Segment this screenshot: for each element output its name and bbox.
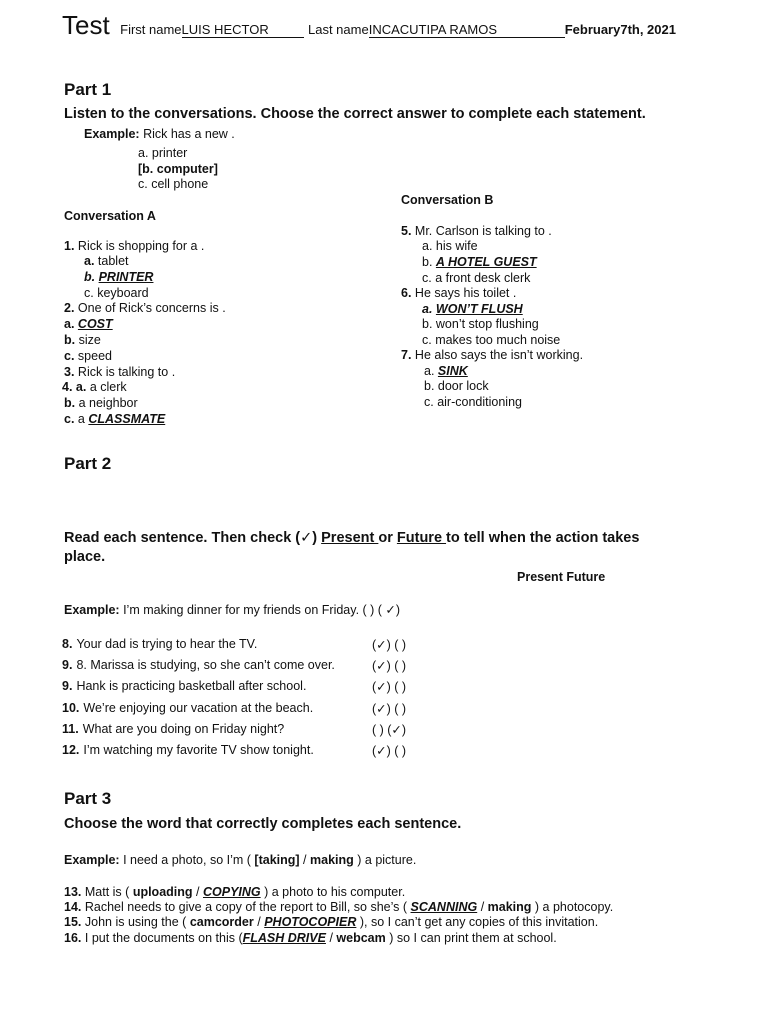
q7-option-b: b. door lock bbox=[424, 379, 489, 393]
q15-pre: John is using the ( bbox=[84, 915, 187, 929]
part1-heading: Part 1 bbox=[64, 80, 112, 99]
q3 bbox=[64, 365, 175, 379]
part2-instr-1: Read each sentence. Then check (✓) bbox=[64, 530, 322, 546]
q14-mid: / bbox=[480, 900, 485, 914]
q16-opt2: webcam bbox=[336, 931, 386, 945]
q2 bbox=[64, 301, 226, 315]
q3-text: Rick is talking to . bbox=[77, 365, 176, 379]
q2-num: 2. bbox=[64, 301, 75, 315]
part2-item-checkmarks: (✓) ( ) bbox=[372, 744, 407, 758]
q4-option-b bbox=[64, 396, 138, 410]
part2-item-num: 9. bbox=[62, 679, 73, 694]
part2-heading: Part 2 bbox=[64, 454, 112, 473]
q15-mid: / bbox=[257, 915, 261, 929]
part2-example bbox=[64, 602, 400, 617]
part2-item bbox=[62, 679, 306, 693]
q13-mid: / bbox=[196, 885, 200, 899]
test-title: Test bbox=[62, 10, 110, 40]
part3-example-label: Example: bbox=[64, 853, 120, 867]
q5-option-c: c. a front desk clerk bbox=[422, 271, 531, 285]
q6-text: He says his toilet . bbox=[414, 286, 517, 300]
q4-option-c bbox=[64, 412, 165, 426]
q4-b-text: a neighbor bbox=[78, 396, 138, 410]
part2-item bbox=[62, 743, 314, 757]
part2-item-checkmarks: (✓) ( ) bbox=[372, 638, 407, 652]
part2-item bbox=[62, 722, 284, 736]
q4-option-a bbox=[62, 380, 127, 394]
q14-pre: Rachel needs to give a copy of the report to Bill, so she’s ( bbox=[84, 900, 408, 914]
q5-num: 5. bbox=[401, 224, 412, 238]
q5-b-letter: b. bbox=[422, 255, 433, 269]
example-option-c: c. cell phone bbox=[138, 177, 209, 191]
q1-a-text: tablet bbox=[97, 254, 129, 268]
last-name-label: Last name bbox=[308, 22, 369, 37]
q1-option-a bbox=[84, 254, 129, 268]
q2-option-c bbox=[64, 349, 112, 363]
part3-heading: Part 3 bbox=[64, 789, 112, 808]
date: February7th, 2021 bbox=[564, 22, 676, 37]
part3-example-post: ) a picture. bbox=[357, 853, 417, 867]
q13-answer: COPYING bbox=[202, 885, 261, 899]
q2-option-a bbox=[64, 317, 113, 331]
part2-item-num: 12. bbox=[62, 743, 80, 757]
part3-example-mid: / bbox=[303, 853, 307, 867]
part2-instr-or: or bbox=[378, 530, 397, 546]
q15-opt1: camcorder bbox=[189, 915, 254, 929]
q1-a-letter: a. bbox=[84, 254, 95, 268]
q7-option-c: c. air-conditioning bbox=[424, 395, 522, 409]
part2-item-num: 9. bbox=[62, 658, 73, 673]
part3-example-pre: I need a photo, so I’m ( bbox=[123, 853, 251, 867]
first-name-value: LUIS HECTOR bbox=[182, 22, 304, 38]
q7-a-letter: a. bbox=[424, 364, 435, 378]
part2-item-text: 8. Marissa is studying, so she can’t come over. bbox=[76, 658, 335, 673]
q13-pre: Matt is ( bbox=[84, 885, 130, 899]
first-name-label: First name bbox=[120, 22, 182, 37]
q14-post: ) a photocopy. bbox=[534, 900, 614, 914]
last-name-value: INCACUTIPA RAMOS bbox=[369, 22, 565, 38]
part2-item-num: 8. bbox=[62, 637, 73, 651]
q3-num: 3. bbox=[64, 365, 75, 379]
part2-instr-2: to tell when the action takes bbox=[446, 530, 640, 546]
q1-num: 1. bbox=[64, 239, 75, 253]
part2-item bbox=[62, 637, 257, 651]
q6-num: 6. bbox=[401, 286, 412, 300]
part2-item-text: I’m watching my favorite TV show tonight. bbox=[83, 743, 314, 757]
header bbox=[62, 10, 676, 41]
q1-text: Rick is shopping for a . bbox=[77, 239, 205, 253]
example-option-a: a. printer bbox=[138, 146, 188, 160]
part2-example-label: Example: bbox=[64, 603, 120, 617]
part2-instructions bbox=[64, 530, 639, 546]
part2-item-text: We’re enjoying our vacation at the beach. bbox=[83, 700, 314, 715]
q1-b-answer: PRINTER bbox=[98, 270, 154, 284]
q1-option-c: c. keyboard bbox=[84, 286, 149, 300]
q5-option-a: a. his wife bbox=[422, 239, 478, 253]
part2-example-text: I’m making dinner for my friends on Friday. ( ) ( ✓) bbox=[123, 603, 401, 617]
q16-mid: / bbox=[329, 931, 333, 945]
q16-num: 16. bbox=[64, 931, 82, 945]
q1 bbox=[64, 239, 204, 253]
q13-post: ) a photo to his computer. bbox=[264, 885, 406, 899]
q6-a-letter: a. bbox=[422, 302, 433, 316]
q4-a-letter: a. bbox=[75, 380, 87, 394]
q4-num: 4. bbox=[62, 380, 73, 394]
q16-post: ) so I can print them at school. bbox=[389, 931, 557, 945]
q7-option-a bbox=[424, 364, 468, 378]
q14-num: 14. bbox=[64, 900, 82, 914]
q7-num: 7. bbox=[401, 348, 412, 362]
q14-opt2: making bbox=[487, 900, 532, 914]
q6-option-c: c. makes too much noise bbox=[422, 333, 561, 347]
q14 bbox=[64, 900, 613, 914]
part2-item bbox=[62, 701, 313, 715]
q2-option-b bbox=[64, 333, 101, 347]
q15 bbox=[64, 915, 598, 929]
conv-b-title: Conversation B bbox=[401, 193, 494, 207]
q16-answer: FLASH DRIVE bbox=[242, 931, 326, 945]
part2-item-num: 10. bbox=[62, 700, 80, 715]
part1-instructions: Listen to the conversations. Choose the correct answer to complete each statement. bbox=[64, 106, 646, 122]
q13 bbox=[64, 885, 405, 899]
q6-option-a bbox=[422, 302, 523, 316]
q15-num: 15. bbox=[64, 915, 82, 929]
q4-c-letter: c. bbox=[64, 412, 75, 426]
q5-text: Mr. Carlson is talking to . bbox=[414, 224, 552, 238]
part2-instructions-line2: place. bbox=[64, 549, 106, 565]
example-text: Rick has a new . bbox=[143, 127, 235, 141]
part3-example-opt2: making bbox=[310, 853, 354, 867]
q6-option-b: b. won’t stop flushing bbox=[422, 317, 539, 331]
q5-b-answer: A HOTEL GUEST bbox=[435, 255, 537, 269]
q7-a-answer: SINK bbox=[437, 364, 468, 378]
part2-item-text: Your dad is trying to hear the TV. bbox=[76, 637, 258, 651]
part2-item-checkmarks: ( ) (✓) bbox=[372, 722, 407, 737]
part3-example-opt1: [taking] bbox=[254, 853, 300, 867]
part2-instr-present: Present bbox=[321, 530, 379, 546]
q2-a-answer: COST bbox=[77, 317, 113, 331]
q4-b-letter: b. bbox=[64, 396, 76, 410]
q5-option-b bbox=[422, 255, 537, 269]
q4-c-prefix: a bbox=[77, 412, 85, 426]
part3-example bbox=[64, 853, 416, 867]
part2-item-num: 11. bbox=[62, 721, 79, 736]
part2-item bbox=[62, 658, 335, 672]
part2-item-checkmarks: (✓) ( ) bbox=[372, 701, 407, 716]
q15-post: ), so I can’t get any copies of this invitation. bbox=[359, 915, 599, 929]
q5 bbox=[401, 224, 552, 238]
q7-text: He also says the isn’t working. bbox=[414, 348, 584, 362]
q13-num: 13. bbox=[64, 885, 82, 899]
q13-opt1: uploading bbox=[132, 885, 193, 899]
part2-item-text: Hank is practicing basketball after school. bbox=[76, 679, 307, 694]
conv-a-title: Conversation A bbox=[64, 209, 156, 223]
q1-option-b bbox=[84, 270, 153, 284]
q14-answer: SCANNING bbox=[410, 900, 478, 914]
q2-b-letter: b. bbox=[64, 333, 76, 347]
q6 bbox=[401, 286, 516, 300]
example-label: Example: bbox=[84, 127, 140, 141]
q4-a-text: a clerk bbox=[89, 380, 127, 394]
q2-text: One of Rick’s concerns is . bbox=[77, 301, 226, 315]
part2-item-checkmarks: (✓) ( ) bbox=[372, 659, 407, 674]
part2-item-text: What are you doing on Friday night? bbox=[82, 721, 285, 736]
part2-column-headers: Present Future bbox=[517, 570, 606, 584]
q6-a-answer: WON’T FLUSH bbox=[435, 302, 523, 316]
q2-c-text: speed bbox=[77, 349, 112, 363]
q7 bbox=[401, 348, 583, 362]
q1-b-letter: b. bbox=[84, 270, 96, 284]
q15-answer: PHOTOCOPIER bbox=[264, 915, 357, 929]
q2-a-letter: a. bbox=[64, 317, 75, 331]
part1-example bbox=[84, 127, 235, 141]
part2-instr-future: Future bbox=[396, 530, 447, 546]
part3-instructions: Choose the word that correctly completes each sentence. bbox=[64, 816, 462, 832]
q2-b-text: size bbox=[78, 333, 101, 347]
q16 bbox=[64, 931, 557, 945]
q4-c-answer: CLASSMATE bbox=[88, 412, 166, 426]
part2-item-checkmarks: (✓) ( ) bbox=[372, 680, 407, 695]
example-option-b: [b. computer] bbox=[138, 162, 218, 176]
q16-pre: I put the documents on this ( bbox=[84, 931, 243, 945]
q2-c-letter: c. bbox=[64, 349, 75, 363]
